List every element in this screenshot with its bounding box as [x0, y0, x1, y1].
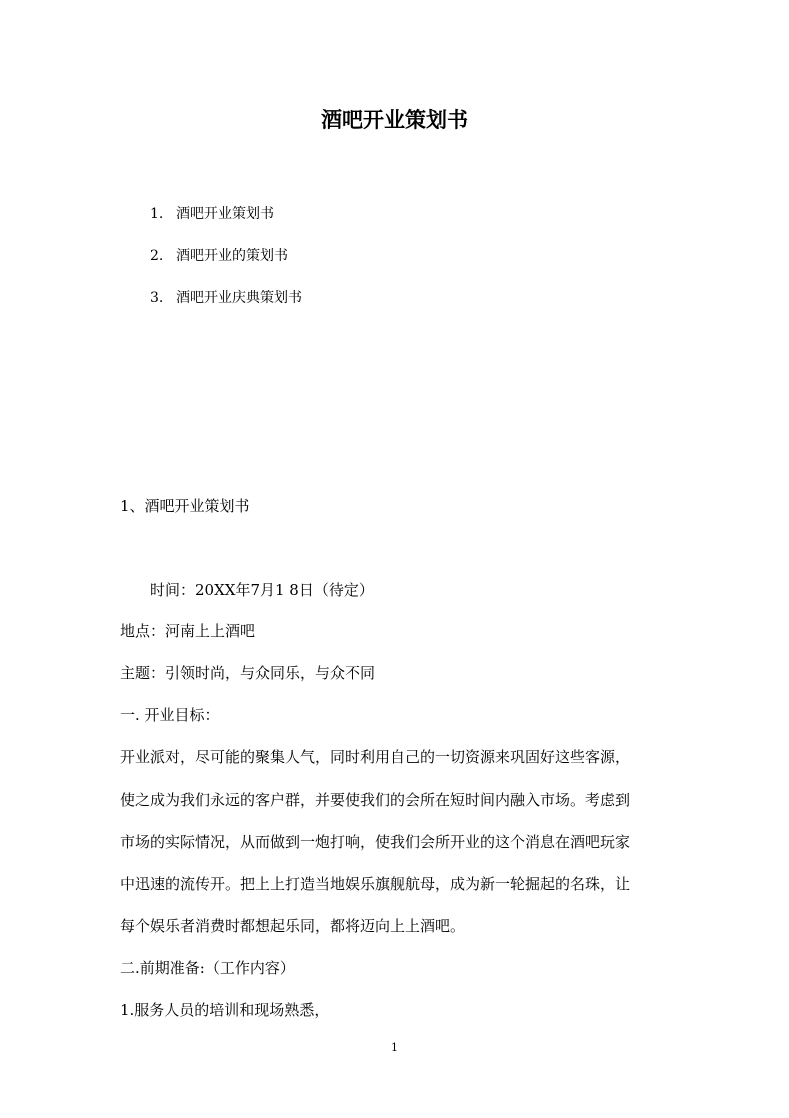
paragraph-line: 中迅速的流传开。把上上打造当地娱乐旗舰航母，成为新一轮掘起的名珠，让 — [120, 875, 631, 893]
time-line: 时间：20XX年7月1 8日（待定） — [150, 581, 374, 599]
toc-item-number: 3. — [150, 290, 164, 306]
toc-item — [150, 203, 274, 225]
prep-item: 1.服务人员的培训和现场熟悉， — [120, 1001, 330, 1019]
paragraph-line: 每个娱乐者消费时都想起乐同，都将迈向上上酒吧。 — [120, 917, 466, 935]
paragraph-line: 市场的实际情况，从而做到一炮打响，使我们会所开业的这个消息在酒吧玩家 — [120, 833, 631, 851]
toc-item-text: 酒吧开业庆典策划书 — [176, 290, 302, 306]
paragraph-line: 开业派对，尽可能的聚集人气，同时利用自己的一切资源来巩固好这些客源， — [120, 748, 631, 766]
toc-item-text: 酒吧开业的策划书 — [176, 248, 288, 264]
page-number: 1 — [391, 1041, 398, 1054]
theme-line: 主题：引领时尚，与众同乐，与众不同 — [120, 664, 376, 682]
toc-item-number: 2. — [150, 248, 164, 264]
section-heading: 1、酒吧开业策划书 — [120, 497, 250, 515]
document-title: 酒吧开业策划书 — [321, 107, 468, 132]
location-line: 地点：河南上上酒吧 — [120, 622, 256, 640]
paragraph-line: 使之成为我们永远的客户群，并要使我们的会所在短时间内融入市场。考虑到 — [120, 791, 631, 809]
prep-heading: 二.前期准备:（工作内容） — [120, 959, 295, 977]
toc-item — [150, 287, 302, 309]
goal-heading: 一. 开业目标： — [120, 706, 220, 724]
toc-item-number: 1. — [150, 206, 164, 222]
toc-item-text: 酒吧开业策划书 — [176, 206, 274, 222]
toc-item — [150, 245, 288, 267]
